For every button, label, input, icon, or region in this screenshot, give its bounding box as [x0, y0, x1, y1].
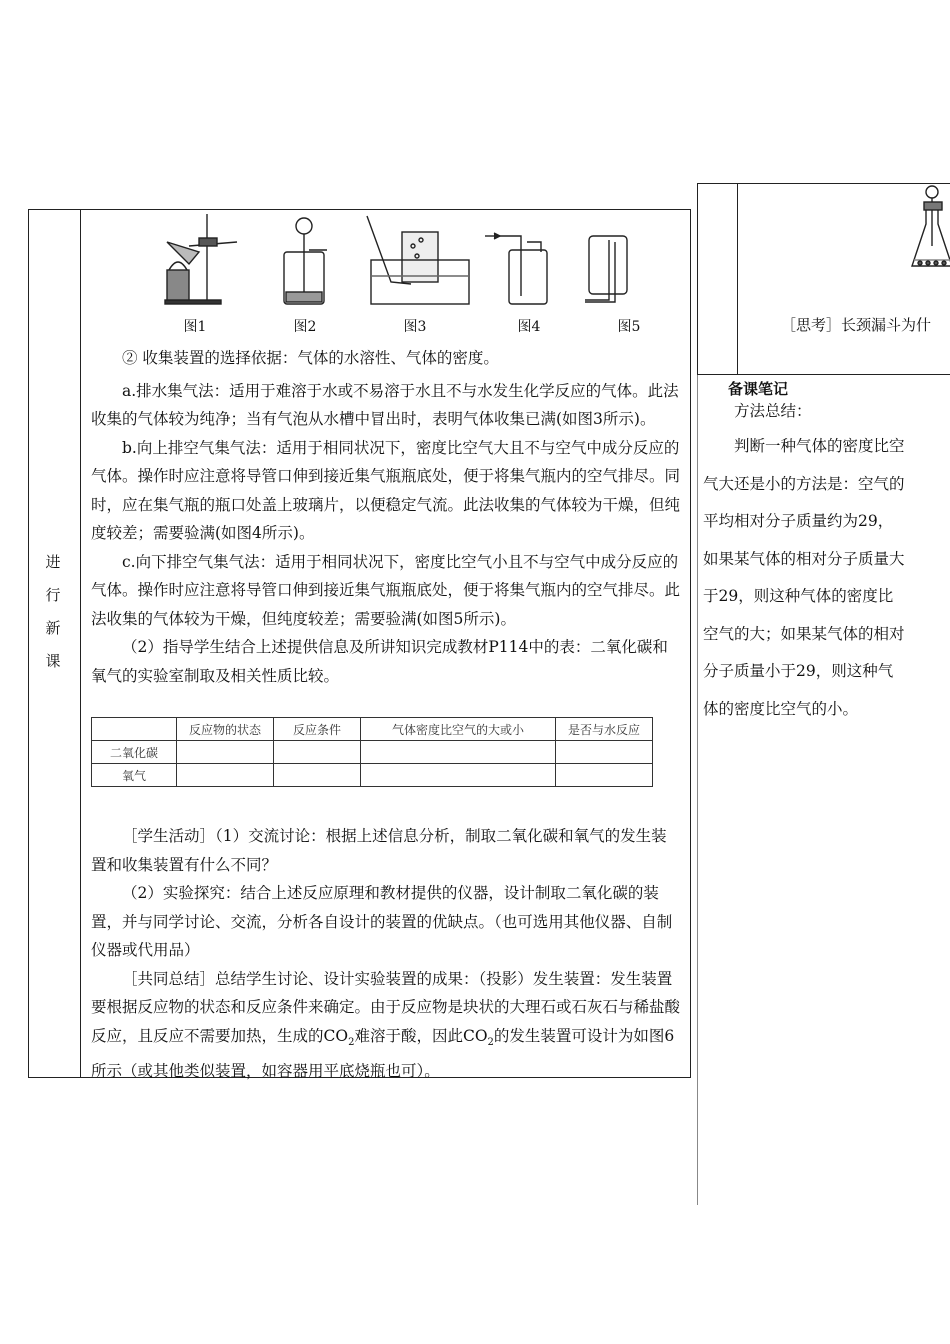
table-cell — [177, 764, 274, 787]
table-header-row — [92, 718, 653, 741]
section-label-cell — [29, 210, 81, 1077]
paragraph-summary — [91, 965, 681, 1086]
table-cell — [274, 741, 361, 764]
table-cell — [177, 741, 274, 764]
body-text-upper — [91, 344, 681, 690]
method-text: 判断一种气体的密度比空气大还是小的方法是：空气的平均相对分子质量约为29，如果某气体的相对分子质量大于29，则这种气体的密度比空气的大；如果某气体的相对分子质量小于29，则这种气体的密度比空气的小。 — [703, 437, 905, 718]
table-header-cell: 反应物的状态 — [177, 718, 274, 741]
paragraph-upward-air-method: b.向上排空气集气法：适用于相同状况下，密度比空气大且不与空气中成分反应的气体。操作时应注意将导管口伸到接近集气瓶瓶底处，便于将集气瓶内的空气排尽。同时，应在集气瓶的瓶口处盖上玻璃片，以便稳定气流。此法收集的气体较为干燥，但纯度较差；需要验满(如图4所示)。 — [91, 438, 681, 542]
figure-caption-2-label: 图2 — [293, 319, 317, 335]
table-header-cell — [92, 718, 177, 741]
table-header-cell: 气体密度比空气的大或小 — [361, 718, 556, 741]
summary-text-a: ［共同总结］总结学生讨论、设计实验装置的成果：（投影）发生装置：发生装置要根据反应物的状态和反应条件来确定。由于反应物是块状的大理石或石灰石与稀盐酸反应，且反应不需要加热，生成的CO — [91, 969, 681, 1045]
paragraph-collection-basis: ② 收集装置的选择依据：气体的水溶性、气体的密度。 — [122, 349, 499, 367]
table-cell — [556, 741, 653, 764]
figure-4-upward-air-collection — [485, 233, 547, 304]
table-cell — [361, 764, 556, 787]
think-question: ［思考］长颈漏斗为什 — [781, 316, 932, 334]
table-cell — [274, 764, 361, 787]
summary-text-c: 的发生装置可设计为如图6所示（或其他类似装置，如容器用平底烧瓶也可）。 — [91, 1026, 675, 1081]
table-cell — [556, 764, 653, 787]
paragraph-table-instruction: （2）指导学生结合上述提供信息及所讲知识完成教材P114中的表：二氧化碳和氧气的实验室制取及相关性质比较。 — [91, 638, 668, 685]
body-text-lower — [91, 822, 681, 1086]
section-label: 进行新课 — [45, 553, 61, 670]
table-header-cell: 反应条件 — [274, 718, 361, 741]
subscript-2: 2 — [348, 1036, 355, 1048]
method-summary — [703, 398, 908, 728]
figure-caption-5-label: 图5 — [617, 319, 641, 335]
lesson-table — [28, 209, 691, 1081]
figure-caption-4-label: 图4 — [517, 319, 541, 335]
table-cell — [361, 741, 556, 764]
paragraph-student-activity: ［学生活动］（1）交流讨论：根据上述信息分析，制取二氧化碳和氧气的发生装置和收集装置有什么不同？ — [91, 827, 667, 874]
figure-caption-3-label: 图3 — [403, 319, 427, 335]
figure-2-flask-funnel — [284, 218, 327, 304]
subscript-2: 2 — [487, 1036, 494, 1048]
method-label: 方法总结： — [734, 402, 812, 420]
figure-5-downward-air-collection — [585, 236, 627, 302]
notes-title: 备课笔记 — [728, 380, 789, 398]
figure-caption-1-label: 图1 — [183, 319, 207, 335]
table-row — [92, 741, 653, 764]
table-cell: 二氧化碳 — [92, 741, 177, 764]
comparison-table — [91, 717, 653, 787]
table-cell: 氧气 — [92, 764, 177, 787]
side-divider — [697, 375, 698, 1205]
table-header-cell: 是否与水反应 — [556, 718, 653, 741]
content-cell — [81, 210, 690, 1081]
paragraph-downward-air-method: c.向下排空气集气法：适用于相同状况下，密度比空气小且不与空气中成分反应的气体。操作时应注意将导管口伸到接近集气瓶瓶底处，便于将集气瓶内的空气排尽。此法收集的气体较为干燥，但纯度较差；需要验满(如图5所示)。 — [91, 552, 681, 628]
side-table-fragment — [697, 183, 950, 375]
figure-6-conical-flask — [908, 184, 950, 276]
figure-1-heating-apparatus — [165, 214, 237, 304]
paragraph-water-method: a.排水集气法：适用于难溶于水或不易溶于水且不与水发生化学反应的气体。此法收集的气体较为纯净；当有气泡从水槽中冒出时，表明气体收集已满(如图3所示)。 — [91, 381, 679, 428]
summary-text-b: 难溶于酸，因此CO — [354, 1026, 488, 1045]
table-row — [92, 764, 653, 787]
paragraph-experiment: （2）实验探究：结合上述反应原理和教材提供的仪器，设计制取二氧化碳的装置，并与同学讨论、交流，分析各自设计的装置的优缺点。（也可选用其他仪器、自制仪器或代用品） — [91, 884, 673, 959]
figure-3-water-collection — [367, 216, 469, 304]
